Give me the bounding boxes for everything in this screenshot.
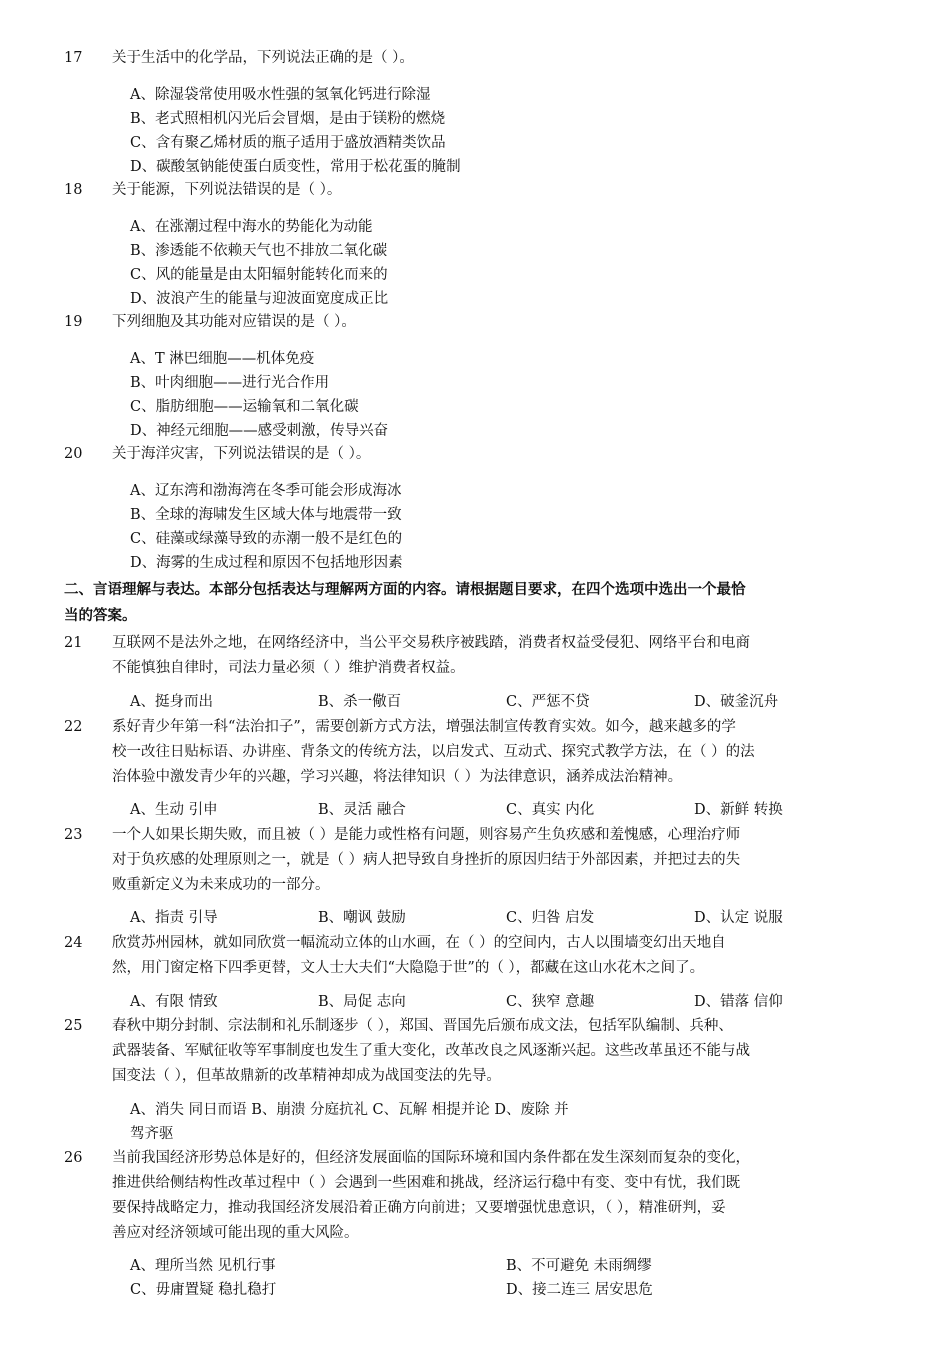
option-b: B、老式照相机闪光后会冒烟，是由于镁粉的燃烧 (130, 111, 446, 127)
option-d: D、海雾的生成过程和原因不包括地形因素 (130, 555, 403, 571)
question-line: 治体验中激发青少年的兴趣，学习兴趣，将法律知识（ ）为法律意识，涵养成法治精神。 (112, 769, 683, 785)
question-text: 关于海洋灾害，下列说法错误的是（ ）。 (112, 446, 371, 462)
option-b: B、嘲讽 鼓励 (318, 910, 406, 926)
option-c: C、归咎 启发 (506, 910, 595, 926)
options-line-cont: 驾齐驱 (130, 1126, 174, 1142)
option-c: C、风的能量是由太阳辐射能转化而来的 (130, 267, 388, 283)
question-line: 校一改往日贴标语、办讲座、背条文的传统方法，以启发式、互动式、探究式教学方法，在（ ）的法 (112, 744, 755, 760)
question-line: 互联网不是法外之地，在网络经济中，当公平交易秩序被践踏，消费者权益受侵犯、网络平台和电商 (112, 635, 750, 651)
option-a: A、辽东湾和渤海湾在冬季可能会形成海冰 (130, 483, 402, 499)
question-number: 17 (64, 50, 83, 66)
question-number: 20 (64, 446, 83, 462)
question-line: 善应对经济领域可能出现的重大风险。 (112, 1225, 359, 1241)
option-d: D、碳酸氢钠能使蛋白质变性，常用于松花蛋的腌制 (130, 159, 461, 175)
option-a: A、除湿袋常使用吸水性强的氢氧化钙进行除湿 (130, 87, 431, 103)
option-c: C、含有聚乙烯材质的瓶子适用于盛放酒精类饮品 (130, 135, 446, 151)
option-c: C、硅藻或绿藻导致的赤潮一般不是红色的 (130, 531, 403, 547)
question-line: 国变法（ ），但革故鼎新的改革精神却成为战国变法的先导。 (112, 1068, 501, 1084)
question-line: 推进供给侧结构性改革过程中（ ）会遇到一些困难和挑战，经济运行稳中有变、变中有忧，我们既 (112, 1175, 741, 1191)
option-a: A、有限 情致 (130, 994, 218, 1010)
question-number: 26 (64, 1150, 83, 1166)
option-a: A、在涨潮过程中海水的势能化为动能 (130, 219, 373, 235)
question-text: 下列细胞及其功能对应错误的是（ ）。 (112, 314, 356, 330)
question-number: 23 (64, 827, 83, 843)
question-line: 一个人如果长期失败，而且被（ ）是能力或性格有问题，则容易产生负疚感和羞愧感，心理治疗师 (112, 827, 741, 843)
question-line: 武器装备、军赋征收等军事制度也发生了重大变化，改革改良之风逐渐兴起。这些改革虽还不能与战 (112, 1043, 750, 1059)
option-c: C、真实 内化 (506, 802, 595, 818)
question-line: 春秋中期分封制、宗法制和礼乐制逐步（ ），郑国、晋国先后颁布成文法，包括军队编制、兵种、 (112, 1018, 733, 1034)
question-text: 关于能源，下列说法错误的是（ ）。 (112, 182, 342, 198)
question-line: 败重新定义为未来成功的一部分。 (112, 877, 330, 893)
option-a: A、T 淋巴细胞——机体免疫 (130, 351, 315, 367)
option-b: B、叶肉细胞——进行光合作用 (130, 375, 330, 391)
question-number: 22 (64, 719, 83, 735)
option-b: B、局促 志向 (318, 994, 406, 1010)
question-line: 不能慎独自律时，司法力量必须（ ）维护消费者权益。 (112, 660, 465, 676)
question-line: 对于负疚感的处理原则之一，就是（ ）病人把导致自身挫折的原因归结于外部因素，并把过去的失 (112, 852, 741, 868)
question-line: 欣赏苏州园林，就如同欣赏一幅流动立体的山水画，在（ ）的空间内，古人以围墙变幻出天地自 (112, 935, 726, 951)
option-d: D、新鲜 转换 (694, 802, 783, 818)
question-line: 系好青少年第一科“法治扣子”，需要创新方式方法，增强法制宣传教育实效。如今，越来越多的学 (112, 719, 736, 735)
question-number: 18 (64, 182, 83, 198)
section-heading: 二、言语理解与表达。本部分包括表达与理解两方面的内容。请根据题目要求，在四个选项中选出一个最恰 (64, 581, 746, 598)
question-line: 然，用门窗定格下四季更替，文人士大夫们“大隐隐于世”的（ ），都藏在这山水花木之间了。 (112, 960, 705, 976)
section-heading-cont: 当的答案。 (64, 607, 137, 624)
option-b: B、不可避免 未雨绸缪 (506, 1258, 652, 1274)
option-a: A、指责 引导 (130, 910, 218, 926)
option-d: D、神经元细胞——感受刺激，传导兴奋 (130, 423, 389, 439)
option-a: A、生动 引申 (130, 802, 218, 818)
question-line: 当前我国经济形势总体是好的，但经济发展面临的国际环境和国内条件都在发生深刻而复杂的变化， (112, 1150, 750, 1166)
option-b: B、渗透能不依赖天气也不排放二氧化碳 (130, 243, 388, 259)
option-c: C、严惩不贷 (506, 694, 590, 710)
option-b: B、灵活 融合 (318, 802, 406, 818)
question-number: 25 (64, 1018, 83, 1034)
option-c: C、脂肪细胞——运输氧和二氧化碳 (130, 399, 359, 415)
option-c: C、毋庸置疑 稳扎稳打 (130, 1282, 277, 1298)
option-d: D、接二连三 居安思危 (506, 1282, 653, 1298)
option-d: D、波浪产生的能量与迎波面宽度成正比 (130, 291, 389, 307)
option-d: D、错落 信仰 (694, 994, 783, 1010)
option-a: A、理所当然 见机行事 (130, 1258, 276, 1274)
option-c: C、狭窄 意趣 (506, 994, 595, 1010)
question-line: 要保持战略定力，推动我国经济发展沿着正确方向前进；又要增强忧患意识，（ ），精准研判，妥 (112, 1200, 726, 1216)
question-number: 24 (64, 935, 83, 951)
option-d: D、认定 说服 (694, 910, 783, 926)
question-number: 21 (64, 635, 83, 651)
option-b: B、杀一儆百 (318, 694, 402, 710)
option-a: A、挺身而出 (130, 694, 213, 710)
option-d: D、破釜沉舟 (694, 694, 779, 710)
question-text: 关于生活中的化学品，下列说法正确的是（ ）。 (112, 50, 414, 66)
options-line: A、消失 同日而语 B、崩溃 分庭抗礼 C、瓦解 相提并论 D、废除 并 (130, 1102, 569, 1118)
question-number: 19 (64, 314, 83, 330)
option-b: B、全球的海啸发生区域大体与地震带一致 (130, 507, 402, 523)
